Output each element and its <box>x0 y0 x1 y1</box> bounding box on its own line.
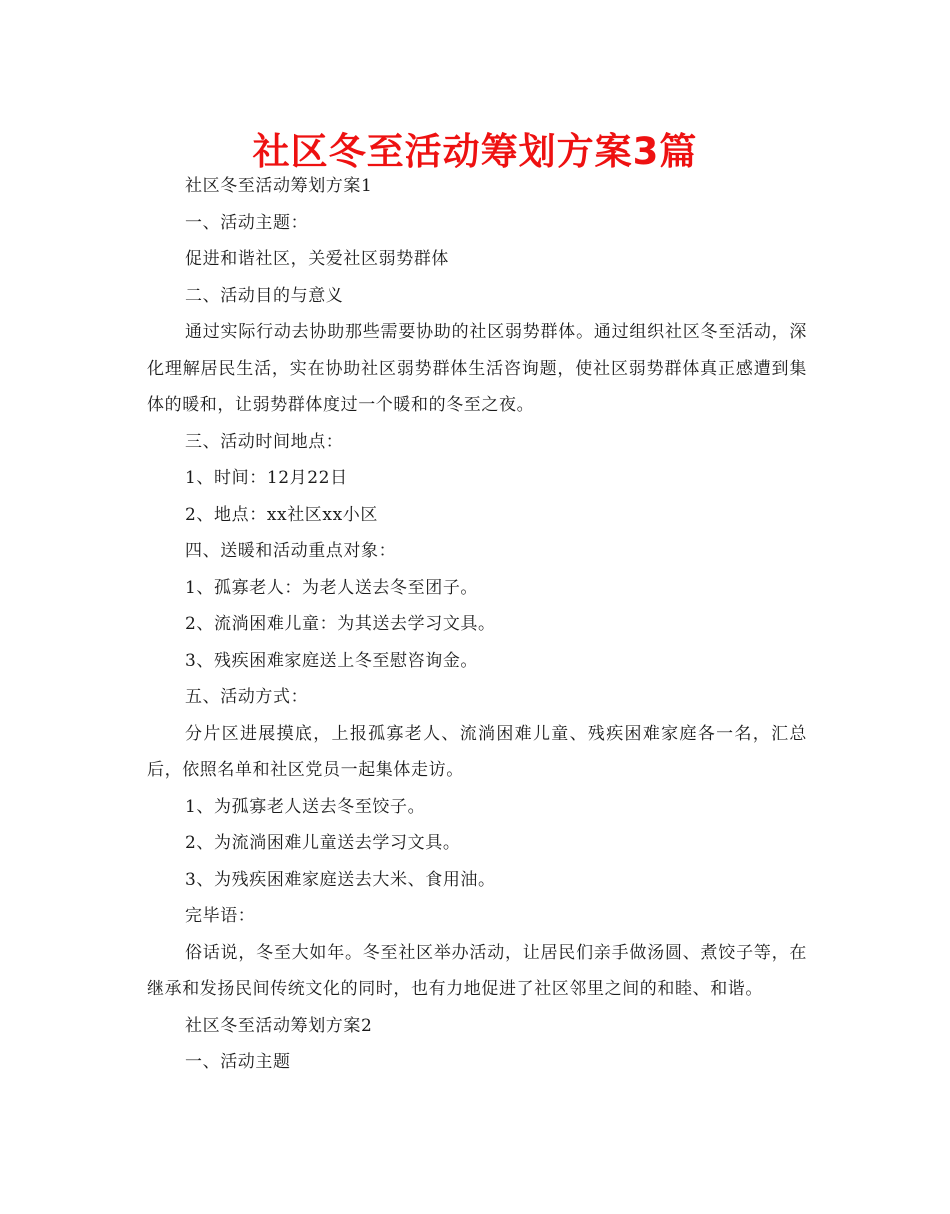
paragraph: 分片区进展摸底，上报孤寡老人、流淌困难儿童、残疾困难家庭各一名，汇总后，依照名单和社区党员一起集体走访。 <box>147 723 807 780</box>
paragraph: 通过实际行动去协助那些需要协助的社区弱势群体。通过组织社区冬至活动，深化理解居民生活，实在协助社区弱势群体生活咨询题，使社区弱势群体真正感遭到集体的暖和，让弱势群体度过一个暖和的冬至之夜。 <box>147 322 807 415</box>
list-item: 1、为孤寡老人送去冬至饺子。 <box>185 796 426 817</box>
paragraph: 促进和谐社区，关爱社区弱势群体 <box>185 249 449 269</box>
list-item: 2、地点：xx社区xx小区 <box>185 504 378 525</box>
section-heading-closing: 完毕语： <box>185 906 256 926</box>
list-item: 1、时间：12月22日 <box>185 468 348 488</box>
document-body <box>147 168 807 1081</box>
section-heading-theme: 一、活动主题 <box>185 1052 291 1072</box>
section-heading-theme: 一、活动主题： <box>185 212 309 233</box>
list-item: 3、残疾困难家庭送上冬至慰咨询金。 <box>185 650 479 671</box>
paragraph: 俗话说，冬至大如年。冬至社区举办活动，让居民们亲手做汤圆、煮饺子等，在继承和发扬民间传统文化的同时，也有力地促进了社区邻里之间的和睦、和谐。 <box>147 942 807 999</box>
plan-1-heading: 社区冬至活动筹划方案1 <box>185 176 373 196</box>
section-heading-method: 五、活动方式： <box>185 687 309 707</box>
list-item: 2、流淌困难儿童：为其送去学习文具。 <box>185 614 496 634</box>
section-heading-targets: 四、送暖和活动重点对象： <box>185 541 397 561</box>
plan-2-heading: 社区冬至活动筹划方案2 <box>185 1015 373 1036</box>
section-heading-time-place: 三、活动时间地点： <box>185 431 344 452</box>
document-title: 社区冬至活动筹划方案3篇 <box>252 130 698 173</box>
section-heading-purpose: 二、活动目的与意义 <box>185 285 344 306</box>
list-item: 1、孤寡老人：为老人送去冬至团子。 <box>185 577 479 598</box>
list-item: 3、为残疾困难家庭送去大米、食用油。 <box>185 869 496 890</box>
list-item: 2、为流淌困难儿童送去学习文具。 <box>185 833 461 853</box>
